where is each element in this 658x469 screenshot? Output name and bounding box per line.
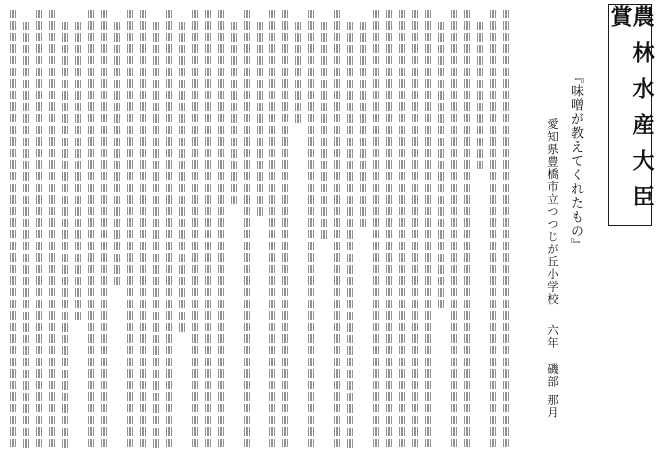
body-text-column — [271, 8, 273, 460]
body-text-column — [401, 8, 403, 460]
body-text-column — [323, 8, 325, 460]
body-text-column — [388, 8, 390, 460]
body-text-column — [246, 8, 248, 460]
award-title-box — [608, 4, 652, 226]
body-text-column — [284, 8, 286, 460]
author-school: 愛知県豊橋市立つつじが丘小学校 — [546, 118, 560, 306]
body-text-column — [453, 8, 455, 460]
body-text-column — [51, 8, 53, 460]
body-text-column — [336, 8, 338, 460]
author-given-name: 那月 — [546, 393, 560, 419]
body-text-column — [64, 8, 66, 460]
body-text-column — [142, 8, 144, 460]
body-text-column — [12, 8, 14, 460]
author-family-name: 磯部 — [546, 362, 560, 388]
body-text-column — [194, 8, 196, 460]
body-text-column — [297, 8, 299, 460]
body-text-column — [90, 8, 92, 460]
body-text-column — [466, 8, 468, 460]
body-text-column — [492, 8, 494, 460]
award-title: 農林水産大臣賞 — [607, 5, 654, 221]
body-text-column — [181, 8, 183, 460]
body-text-column — [440, 8, 442, 460]
body-text-column — [233, 8, 235, 460]
body-text-column — [375, 8, 377, 460]
body-text-column — [103, 8, 105, 460]
body-text-column — [168, 8, 170, 460]
body-text-column — [310, 8, 312, 460]
essay-body — [6, 8, 511, 460]
body-text-column — [479, 8, 481, 460]
body-text-column — [505, 8, 507, 460]
body-text-column — [427, 8, 429, 460]
body-text-column — [220, 8, 222, 460]
body-text-column — [207, 8, 209, 460]
essay-title: 『味噌が教えてくれたもの』 — [568, 70, 583, 252]
body-text-column — [129, 8, 131, 460]
body-text-column — [25, 8, 27, 460]
body-text-column — [116, 8, 118, 460]
author-grade: 六年 — [546, 323, 560, 349]
author-line — [547, 118, 559, 464]
body-text-column — [349, 8, 351, 460]
body-text-column — [77, 8, 79, 460]
body-text-column — [38, 8, 40, 460]
body-text-column — [259, 8, 261, 460]
body-text-column — [155, 8, 157, 460]
body-text-column — [414, 8, 416, 460]
body-text-column — [362, 8, 364, 460]
